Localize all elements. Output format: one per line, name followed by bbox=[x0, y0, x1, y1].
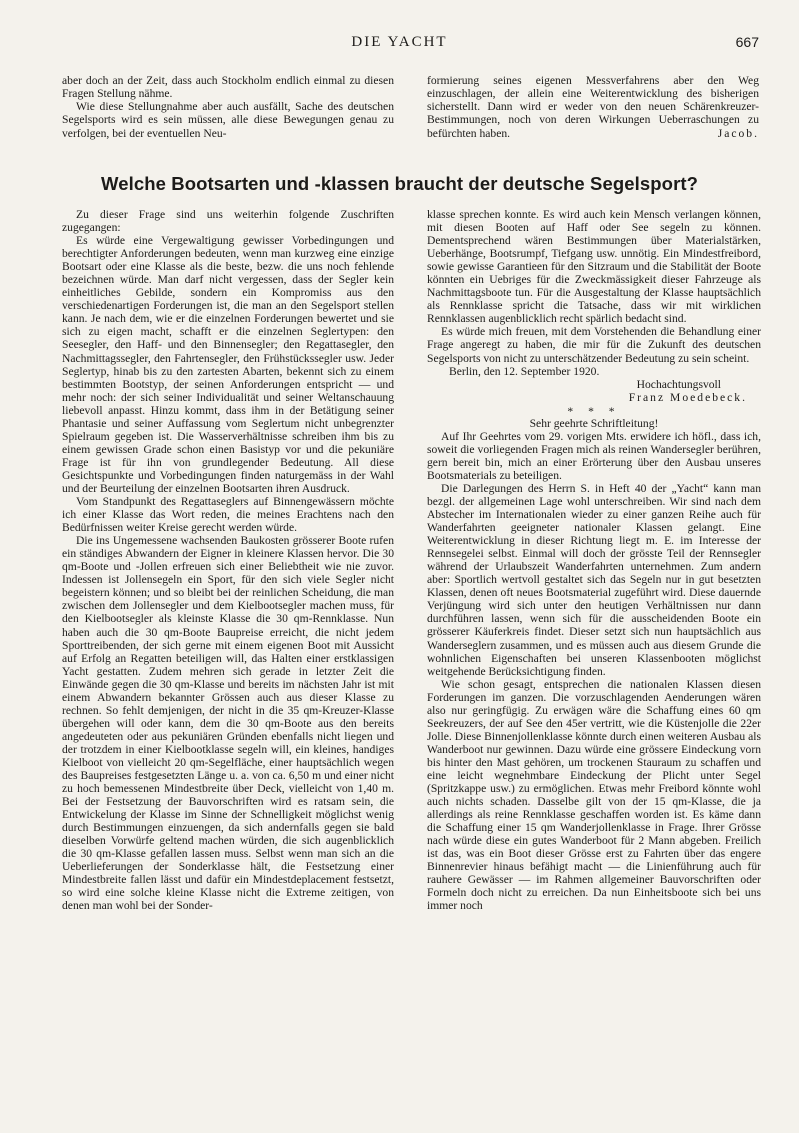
paragraph: klasse sprechen konnte. Es wird auch kein Mensch verlangen können, mit diesen Booten auf Haff oder See segeln zu können. Dementsprechend wären Bestimmungen über Materialstärken, Ueberhänge, Bootsrumpf, Tiefgang usw. unnötig. Ein Mindestfreibord, sowie gewisse Garantieen für den Sitzraum und die Stabilität der Boote könnten ein Uebriges für die Zweckmässigkeit dieser Fahrzeuge als Nachmittagsboote tun. Für die Ausgestaltung der Klasse hauptsächlich als Rennklasse spricht die Tatsache, dass wir mit wirklichen Rennklassen augenblicklich recht spärlich bedacht sind. bbox=[427, 208, 761, 326]
previous-article-left-column bbox=[62, 74, 394, 140]
page-number: 667 bbox=[735, 34, 759, 50]
article-left-column bbox=[62, 208, 394, 913]
paragraph: Wie schon gesagt, entsprechen die nationalen Klassen diesen Forderungen im ganzen. Die vorzuschlagenden Aenderungen wären also nur geringfügig. Zu erwägen wäre die Schaffung eines 60 qm Seekreuzers, der auf See den 45er vertritt, wie die Küstenjolle die 22er Jolle. Diese Binnenjollenklasse könnte durch einen weiteren Ausbau als Wanderboot nur gewinnen. Dazu würde eine grössere Eindeckung vorn bis hinter den Mast gehören, um trockenen Stauraum zu schaffen und eine leicht wegnehmbare Eindeckung der Plicht unter Segel (Spritzkappe usw.) zu ermöglichen. Etwas mehr Freibord könnte wohl auch nichts schaden. Dasselbe gilt von der 15 qm-Klasse, die ja allerdings als reine Rennklasse geschaffen worden ist. Es käme dann die Schaffung einer 15 qm Wanderjollenklasse in Frage. Ihrer Grösse nach würde diese ein gutes Wanderboot für 2 Mann abgeben. Freilich ist das, was ein Boot dieser Grösse erst zu Fahrten über das engere Binnenrevier hinaus befähigt macht — die Linienführung auch für rauhere Gewässer — im Rahmen allgemeiner Bauvorschriften oder Formeln doch nicht zu erreichen. Da nun Einheitsboote sich bei uns immer noch bbox=[427, 677, 761, 913]
section-separator: * * * bbox=[567, 404, 621, 418]
paragraph: Es würde mich freuen, mit dem Vorstehenden die Behandlung einer Frage angeregt zu haben, die mir für die Zukunft des deutschen Segelsports von nicht zu unterschätzender Bedeutung zu sein scheint. bbox=[427, 325, 761, 365]
paragraph-text: formierung seines eigenen Messverfahrens aber den Weg einzuschlagen, der allein eine Weiterentwicklung des bisherigen sicherstellt. Dann wird er weder von den neuen Schärenkreuzer-Bestimmungen, noch von deren Wirkungen Ueberraschungen zu befürchten haben. bbox=[427, 74, 759, 140]
paragraph: Wie diese Stellungnahme aber auch ausfällt, Sache des deutschen Segelsports wird es sein müssen, alle diese Bewegungen genau zu verfolgen, bei der eventuellen Neu- bbox=[62, 100, 394, 140]
running-title: DIE YACHT bbox=[351, 34, 448, 50]
running-head bbox=[0, 34, 799, 54]
paragraph: aber doch an der Zeit, dass auch Stockholm endlich einmal zu diesen Fragen Stellung nähme. bbox=[62, 74, 394, 101]
author-signature: Jacob. bbox=[717, 126, 759, 140]
letter-closing: Hochachtungsvoll bbox=[636, 377, 721, 391]
article-headline: Welche Bootsarten und -klassen braucht der deutsche Segelsport? bbox=[100, 173, 699, 194]
article-right-column bbox=[427, 208, 761, 912]
paragraph: Zu dieser Frage sind uns weiterhin folgende Zuschriften zugegangen: bbox=[62, 208, 394, 235]
letter-date: Berlin, den 12. September 1920. bbox=[449, 364, 600, 378]
paragraph: Die Darlegungen des Herrn S. in Heft 40 der „Yacht“ kann man bezgl. der allgemeinen Lage wohl unterschreiben. Wir sind nach dem Abstecher im Internationalen wieder zu einer ganzen Reihe auch für Wanderfahrten geeigneter nationaler Klassen gelangt. Eine Weiterentwicklung in dieser Richtung liegt m. E. im Interesse der Rennsegelei selbst. Einmal will doch der grösste Teil der Rennsegler während der Urlaubszeit Wanderfahrten unternehmen. Zum andern aber: Sportlich wertvoll gestaltet sich das Segeln nur in gut besetzten Klassen, denen oft neues Bootsmaterial zugeführt wird. Diese dauernde Verjüngung wird sich unter den heutigen Verhältnissen nur dann durchführen lassen, wenn sich für die ausscheidenden Boote ein grösserer Käuferkreis findet. Dieser setzt sich nun hauptsächlich aus Wanderseglern zusammen, und es müssen auch aus diesem Grunde die wohnlichen Eigenschaften bei unseren Klassenbooten möglichst weitgehende Berücksichtigung finden. bbox=[427, 481, 761, 678]
paragraph bbox=[427, 74, 759, 140]
letter-signer: Franz Moedebeck. bbox=[628, 390, 747, 404]
previous-article-right-column bbox=[427, 74, 759, 140]
letter-salutation: Sehr geehrte Schriftleitung! bbox=[529, 416, 659, 430]
paragraph: Auf Ihr Geehrtes vom 29. vorigen Mts. erwidere ich höfl., dass ich, soweit die vorliegenden Fragen mich als reinen Wandersegler berühren, gern bereit bin, mich an einer Erörterung über den Ausbau unseres Bootsmaterials zu beteiligen. bbox=[427, 429, 761, 482]
paragraph: Vom Standpunkt des Regattaseglers auf Binnengewässern möchte ich einer Klasse das Wort reden, die meines Erachtens nach den Bedürfnissen weiter Kreise gerecht werden würde. bbox=[62, 495, 394, 535]
paragraph: Die ins Ungemessene wachsenden Baukosten grösserer Boote rufen ein ständiges Abwandern der Eigner in kleinere Klassen hervor. Die 30 qm-Boote und -Jollen erfreuen sich einer Beliebtheit wie nie zuvor. Indessen ist Jollensegeln ein Sport, für den sich viele Segler nicht begeistern können; und so bleibt bei der reinlichen Scheidung, die man zwischen dem Jollensegler und dem Kielbootsegler machen muss, für den Kielbootsegler als kleinste Klasse die 30 qm-Rennklasse. Nun haben auch die 30 qm-Boote Baupreise erreicht, die nicht jedem Sporttreibenden, der sich gerne mit einem eigenen Boot mit Aussicht auf Erfolg an Regatten beteiligen will, das Halten einer erstklassigen Yacht gestatten. Zudem mehren sich gerade in letzter Zeit die Einwände gegen die 30 qm-Klasse und bereits im nächsten Jahr ist mit einem Abwandern bekannter Grössen auch aus dieser Klasse zu rechnen. So fehlt demjenigen, der nicht in die 35 qm-Kreuzer-Klasse übergehen will oder kann, dem die 30 qm-Boote aus den bereits angedeuteten oder aus pekuniären Gründen ebenfalls nicht liegen und der trotzdem in einer Kielbootklasse segeln will, ein kleines, handiges Kielboot von vielleicht 20 qm-Segelfläche, einer hauptsächlich wegen des Baupreises festgesetzten Länge u. a. von ca. 6,50 m und einer nicht zu hoch bemessenen Mindestbreite über Deck, vielleicht von 1,40 m. Bei der Festsetzung der Bauvorschriften wird es ratsam sein, die Entwickelung der Klasse im Sinne der Schnelligkeit möglichst wenig durch Bestimmungen einzuengen, da sich andernfalls gegen sie bald dieselben Vorwürfe geltend machen würden, die sich augenblicklich die 30 qm-Klasse gefallen lassen muss. Selbst wenn man sich an die Ueberlieferungen der Sonderklasse hält, die Festsetzung einer Mindestbreite fallen lässt und dafür ein Mindestdeplacement festsetzt, so wird eine solche kleine Klasse nicht die Extreme zeitigen, von denen man wohl bei der Sonder- bbox=[62, 534, 394, 913]
paragraph: Es würde eine Vergewaltigung gewisser Vorbedingungen und berechtigter Anforderungen bedeuten, wenn man kurzweg eine einzige Bootsart oder eine Klasse als die beste, bezw. die uns noch fehlende bezeichnen würde. Man darf nicht vergessen, dass der Segler kein einheitliches Gebilde, sondern ein Kompromiss aus den verschiedenartigen Forderungen ist, die man an den Segelsport stellen kann. Je nach dem, wie er die einzelnen Forderungen bewertet und sie sich zu eigen macht, schafft er die einzelnen Seglertypen: den Seesegler, den Haff- und den Binnensegler; den Regattasegler, den Nachmittagssegler, den Fahrtensegler, den Frühstückssegler usw. Jeder Seglertyp, hinab bis zu den zartesten Abarten, bekennt sich zu einem bestimmten Bootstyp, der seinen Anforderungen entspricht — und mehr noch: der sich seiner Individualität und seiner Weltanschauung liebevoll anpasst. Hinzu kommt, dass ihm in der Betätigung seiner Phantasie und seiner Auffassung vom Seglertum nicht unbegrenzter Spielraum gegeben ist. Die Wasserverhältnisse schreiben ihm bis zu einem gewissen Grade schon einen Basistyp vor und die pekuniäre Frage ist für ihn von grundlegender Bedeutung. All diese Gesichtspunkte und Vorbedingungen finden naturgemäss in der Wahl und der Beurteilung der einzelnen Bootsarten ihren Ausdruck. bbox=[62, 234, 394, 495]
